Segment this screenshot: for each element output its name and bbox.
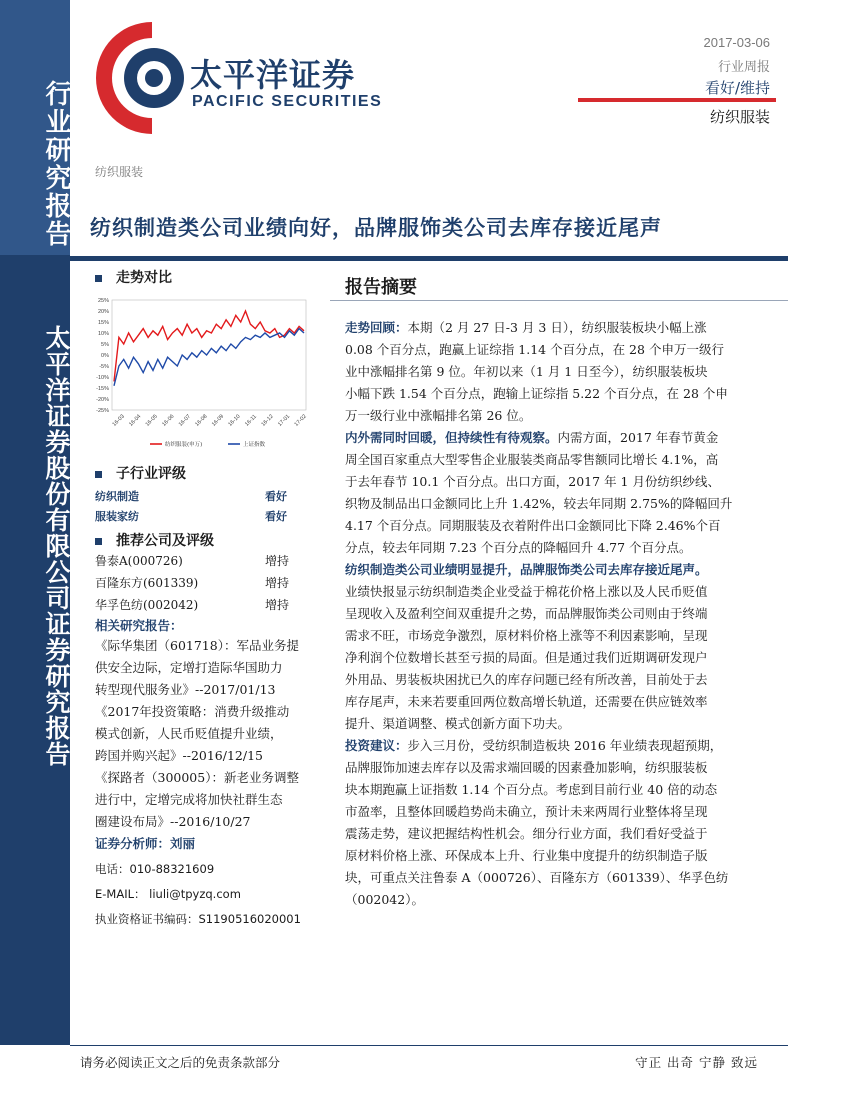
- footer-motto: 守正 出奇 宁静 致远: [635, 1055, 758, 1070]
- industry-rating: 看好/维持: [704, 79, 770, 97]
- sidebar-top-band: [0, 0, 70, 255]
- pacific-securities-logo-icon: [90, 18, 200, 138]
- sidebar-report-label: 行业研究报告: [41, 80, 71, 248]
- sidebar-bottom-band: [0, 255, 70, 1045]
- related-reports-heading: 相关研究报告：: [95, 618, 183, 633]
- chart-x-tick-label: 16-04: [128, 413, 143, 428]
- sector-label: 纺织服装: [709, 108, 770, 126]
- related-report-item[interactable]: 《2017年投资策略：消费升级推动 模式创新，人民币贬值提升业绩， 跨国并购兴起》--2016/12/15: [95, 704, 290, 763]
- chart-plot-frame: [112, 300, 306, 410]
- analyst-phone: 电话：010-88321609: [95, 862, 215, 876]
- trend-chart: [88, 292, 314, 457]
- chart-x-tick-label: 16-11: [244, 413, 259, 428]
- chart-x-tick-label: 16-03: [111, 413, 126, 428]
- report-type: 行业周报: [717, 60, 770, 75]
- chart-x-tick-label: 16-06: [161, 413, 176, 428]
- chart-legend-label: 纺织服装(申万): [165, 442, 203, 448]
- chart-series-line: [114, 329, 304, 386]
- related-report-item[interactable]: 《际华集团（601718）：军品业务提 供安全边际，定增打造际华国助力 转型现代服务业》--2017/01/13: [95, 638, 299, 697]
- chart-x-tick-label: 17-02: [293, 413, 308, 428]
- bullet-square-icon: [95, 538, 102, 545]
- chart-y-tick-label: 15%: [97, 320, 109, 326]
- chart-y-tick-label: 20%: [97, 309, 109, 315]
- sub-rating-row: [95, 508, 295, 524]
- bullet-square-icon: [95, 275, 102, 282]
- page-title: 纺织制造类公司业绩向好，品牌服饰类公司去库存接近尾声: [90, 215, 662, 240]
- reco-company: 鲁泰A(000726): [95, 554, 183, 568]
- reco-company: 华孚色纺(002042): [95, 598, 199, 612]
- chart-x-tick-label: 16-05: [144, 413, 159, 428]
- chart-x-tick-label: 16-12: [260, 413, 275, 428]
- footer-disclaimer[interactable]: 请务必阅读正文之后的免责条款部分: [80, 1055, 281, 1070]
- reco-rating: 增持: [265, 598, 290, 612]
- trend-heading: 走势对比: [95, 267, 315, 287]
- chart-y-tick-label: -25%: [96, 408, 109, 414]
- sub-rating-value: 看好: [265, 510, 287, 523]
- chart-y-tick-label: 25%: [97, 298, 109, 304]
- chart-legend-label: 上证指数: [243, 442, 266, 448]
- report-date: 2017-03-06: [703, 35, 770, 50]
- brand-name-en: PACIFIC SECURITIES: [192, 93, 383, 110]
- chart-x-tick-label: 16-07: [177, 413, 192, 428]
- sub-rating-row: [95, 488, 295, 504]
- summary-investment-paragraph: 投资建议：步入三月份，受纺织制造板块 2016 年业绩表现超预期， 品牌服饰加速去库存以及需求端回暖的因素叠加影响，纺织服装板 块本期跑赢上证指数 1.14 个百分点。考虑到目前行业 40 倍的动态 市盈率，且整体回暖趋势尚未确立，预计未来两周行业整体将呈现 震荡走势，建议把握结构性机会。细分行业方面，我们看好受益于 原材料价格上涨、环保成本上升、行业集中度提升的纺织制造子版 块，可重点关注鲁泰 A（000726）、百隆东方（601339）、华孚色纺 （002042）。: [345, 738, 729, 907]
- reco-row: [95, 596, 295, 613]
- reco-rating: 增持: [265, 554, 290, 568]
- summary-earnings-paragraph: 纺织制造类公司业绩明显提升，品牌服饰类公司去库存接近尾声。 业绩快报显示纺织制造类企业受益于棉花价格上涨以及人民币贬值 呈现收入及盈利空间双重提升之势，而品牌服饰类公司则由于终端 需求不旺，市场竞争激烈，原材料价格上涨等不利因素影响，呈现 净利润个位数增长甚至亏损的局面。但是通过我们近期调研发现户 外用品、男装板块困扰已久的库存问题已经有所改善，目前处于去 库存尾声，未来若要重回两位数高增长轨道，还需要在供应链效率 提升、渠道调整、模式创新方面下功夫。: [345, 562, 708, 731]
- sub-rating-heading: 子行业评级: [95, 463, 315, 483]
- title-divider: [70, 256, 788, 261]
- chart-x-tick-label: 17-01: [277, 413, 292, 428]
- chart-x-tick-label: 16-09: [210, 413, 226, 428]
- analyst-name: 证券分析师：刘丽: [95, 836, 196, 851]
- summary-divider: [330, 300, 788, 301]
- chart-y-tick-label: 0%: [101, 353, 109, 359]
- breadcrumb: 纺织服装: [95, 165, 144, 179]
- reco-rating: 增持: [265, 576, 290, 590]
- chart-x-tick-label: 16-10: [227, 413, 242, 428]
- related-report-item[interactable]: 《探路者（300005）：新老业务调整 进行中，定增完成将加快社群生态 圈建设布局》--2016/10/27: [95, 770, 299, 829]
- sub-rating-name: 纺织制造: [95, 490, 139, 503]
- sub-rating-name: 服装家纺: [95, 510, 139, 523]
- sub-rating-value: 看好: [265, 490, 287, 503]
- reco-heading: 推荐公司及评级: [95, 530, 315, 550]
- chart-y-tick-label: -10%: [96, 375, 109, 381]
- summary-demand-paragraph: 内外需同时回暖，但持续性有待观察。内需方面，2017 年春节黄金 周全国百家重点大型零售企业服装类商品零售额同比增长 4.1%，高 于去年春节 10.1 个百分点。出口方面，2017 年 1 月份纺织纱线、 织物及制品出口金额同比上升 1.42%，较去年同期 2.75%的降幅回升 4.17 个百分点。同期服装及衣着附件出口金额同比下降 2.46%个百 分点，较去年同期 7.23 个百分点的降幅回升 4.77 个百分点。: [345, 430, 733, 555]
- chart-y-tick-label: -20%: [96, 397, 109, 403]
- summary-heading: 报告摘要: [345, 277, 417, 298]
- header-divider: [578, 98, 776, 102]
- chart-y-tick-label: -15%: [96, 386, 109, 392]
- chart-y-tick-label: 5%: [101, 342, 109, 348]
- reco-row: [95, 574, 295, 591]
- chart-y-tick-label: 10%: [97, 331, 109, 337]
- analyst-license: 执业资格证书编码：S1190516020001: [95, 912, 301, 926]
- sidebar-company-label: 太平洋证券股份有限公司证券研究报告: [42, 325, 71, 767]
- brand-name-cn: 太平洋证券: [190, 56, 356, 94]
- footer-divider: [70, 1045, 788, 1046]
- reco-company: 百隆东方(601339): [95, 576, 199, 590]
- reco-row: [95, 552, 295, 569]
- bullet-square-icon: [95, 471, 102, 478]
- chart-x-tick-label: 16-08: [194, 413, 209, 428]
- analyst-email[interactable]: E-MAIL： liuli@tpyzq.com: [95, 887, 241, 901]
- summary-trend-paragraph: 走势回顾：本期（2 月 27 日-3 月 3 日），纺织服装板块小幅上涨 0.08 个百分点，跑赢上证综指 1.14 个百分点，在 28 个申万一级行 业中涨幅排名第 9 位。年初以来（1 月 1 日至今），纺织服装板块 小幅下跌 1.54 个百分点，跑输上证综指 5.22 个百分点，在 28 个申 万一级行业中涨幅排名第 26 位。: [345, 320, 728, 423]
- chart-y-tick-label: -5%: [99, 364, 109, 370]
- left-sidebar: [0, 0, 70, 1045]
